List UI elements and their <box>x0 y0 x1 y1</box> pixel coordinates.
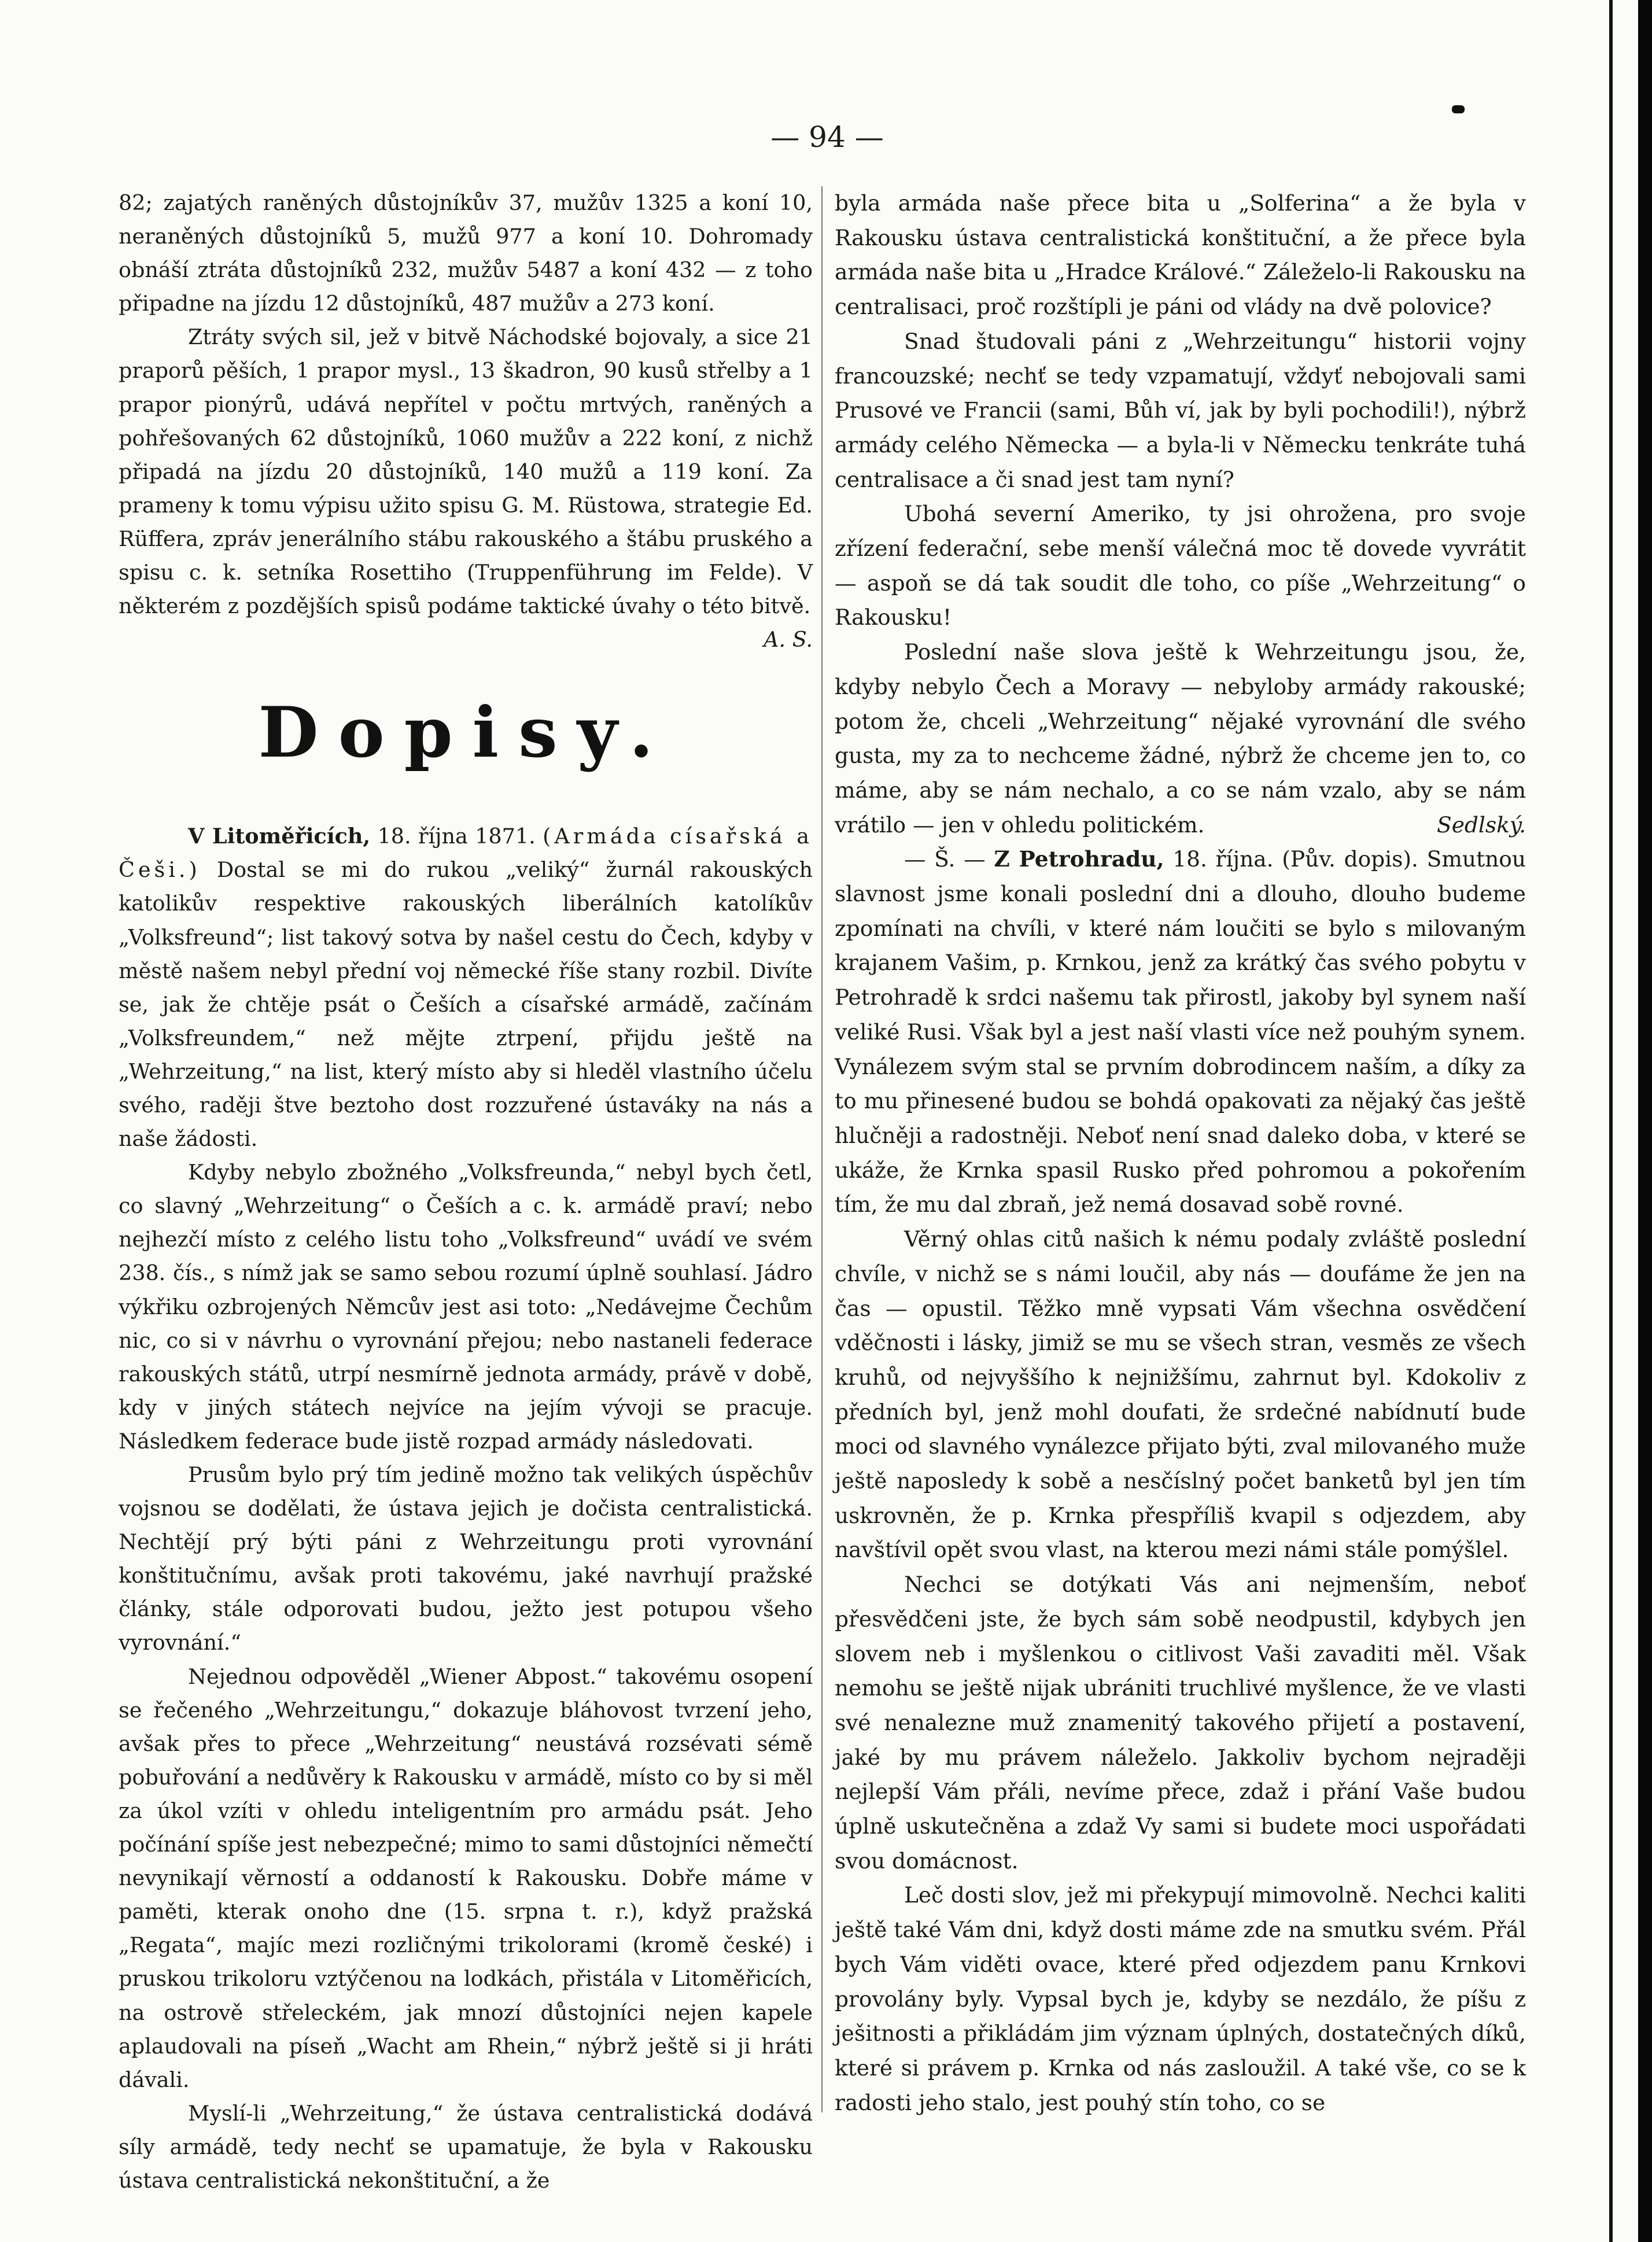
dispatch-paragraph <box>835 842 1526 1222</box>
dispatch-date: 18. října 1871. <box>377 824 536 849</box>
paragraph: Kdyby nebylo zbožného „Volksfreunda,“ nebyl bych četl, co slavný „Wehrzeitung“ o Češích a c. k. armádě praví; nebo nejhezčí místo z celého listu toho „Volksfreund“ uvádí ve svém 238. čís., s nímž jak se samo sebou rozumí úplně souhlasí. Jádro výkřiku ozbrojených Němcův jest asi toto: „Nedávejme Čechům nic, co si v návrhu o vyrovnání přejou; nebo nastaneli federace rakouských států, utrpí nesmírně jednota armády, právě v době, kdy v jiných státech nejvíce na jejím vývoji se pracuje. Následkem federace bude jistě rozpad armády následovati. <box>119 1160 813 1454</box>
page-border-line <box>1609 0 1613 2242</box>
paragraph: 82; zajatých raněných důstojníkův 37, mužův 1325 a koní 10, neraněných důstojníků 5, mužů 977 a koní 10. Dohromady obnáší ztráta důstojníků 232, mužův 5487 a koní 432 — z toho připadne na jízdu 12 důstojníků, 487 mužův a 273 koní. <box>119 190 813 316</box>
section-heading: Dopisy. <box>258 692 673 774</box>
column-divider <box>821 186 823 2112</box>
dispatch-place: V Litoměřicích, <box>188 824 371 849</box>
scan-edge <box>1638 0 1652 2242</box>
paragraph: Prusům bylo prý tím jedině možno tak velikých úspěchův vojsnou se dodělati, že ústava jejich je dočista centralistická. Nechtějí prý býti páni z Wehrzeitungu proti vyrovnání konštitučnímu, avšak proti takovému, jaké navrhují pražské články, stále odporovati budou, ježto jest potupou všeho vyrovnání.“ <box>119 1462 813 1655</box>
signature: A. S. <box>764 627 813 652</box>
paragraph: Nechci se dotýkati Vás ani nejmenším, neboť přesvědčeni jste, že bych sám sobě neodpustil, kdybych jen slovem neb i myšlenkou o citlivost Vaši zavaditi měl. Však nemohu se ještě nijak ubrániti truchlivé myšlence, že ve vlasti své nenalezne muž znamenitý takového přijetí a postavení, jaké by mu právem náleželo. Jakkoliv bychom nejraději nejlepší Vám přáli, nevíme přece, zdaž i přání Vaše budou úplně uskutečněna a zdaž Vy sami si budete moci uspořádati svou domácnost. <box>835 1572 1526 1874</box>
paragraph-text: Poslední naše slova ještě k Wehrzeitungu jsou, že, kdyby nebylo Čech a Moravy — nebyloby armády rakouské; potom že, chceli „Wehrzeitung“ nějaké vyrovnání dle svého gusta, my za to nechceme žádné, nýbrž že chceme jen to, co máme, aby se nám nechalo, a co se nám vzalo, aby se nám vrátilo — jen v ohledu politickém. <box>835 639 1526 838</box>
dispatch-date: 18. října. (Pův. dopis). <box>1172 846 1418 872</box>
dispatch-author: — Š. — <box>904 846 986 872</box>
paragraph-text: Ztráty svých sil, jež v bitvě Náchodské bojovaly, a sice 21 praporů pěších, 1 prapor mysl., 13 škadron, 90 kusů střelby a 1 prapor pionýrů, udává nepřítel v počtu mrtvých, raněných a pohřešovaných 62 důstojníků, 1060 mužův a 222 koní, z nichž připadá na jízdu 20 důstojníků, 140 mužů a 119 koní. Za prameny k tomu výpisu užito spisu G. M. Rüstowa, strategie Ed. Rüffera, zpráv jenerálního stábu rakouského a štábu pruského a spisu c. k. setníka Rosettiho (Truppenführung im Felde). V některém z pozdějších spisů podáme taktické úvahy o této bitvě. <box>119 325 813 619</box>
dispatch-text: Smutnou slavnost jsme konali poslední dni a dlouho, dlouho budeme zpomínati na chvíli, v které nám loučiti se bylo s milovaným krajanem Vašim, p. Krnkou, jenž za krátký čas svého pobytu v Petrohradě k srdci našemu tak přirostl, jakoby byl synem naší veliké Rusi. Však byl a jest naší vlasti více než pouhým synem. Vynálezem svým stal se prvním dobrodincem naším, a díky za to mu přinesené budou se bohdá opakovati za nějaký čas ještě hlučněji a radostněji. Neboť není snad daleko doba, v které se ukáže, že Krnka spasil Rusko před pohromou a pokořením tím, že mu dal zbraň, jež nemá dosavad sobě rovné. <box>835 846 1526 1218</box>
paragraph: Nejednou odpověděl „Wiener Abpost.“ takovému osopení se řečeného „Wehrzeitungu,“ dokazuje bláhovost tvrzení jeho, avšak přes to přece „Wehrzeitung“ neustává rozsévati sémě pobuřování a nedůvěry k Rakousku v armádě, místo co by si měl za úkol vzíti v ohledu inteligentním pro armádu psát. Jeho počínání spíše jest nebezpečné; mimo to sami důstojníci němečtí nevynikají věrností a oddaností k Rakousku. Dobře máme v paměti, kterak onoho dne (15. srpna t. r.), když pražská „Regata“, majíc mezi rozličnými trikolorami (kromě české) i pruskou trikoloru vztýčenou na lodkách, přistála v Litoměřicích, na ostrově střeleckém, jak mnozí důstojníci nejen kapele aplaudovali na píseň „Wacht am Rhein,“ nýbrž ještě si ji hráti dávali. <box>119 1664 813 2092</box>
right-column <box>835 186 1526 2120</box>
paragraph: Myslí-li „Wehrzeitung,“ že ústava centralistická dodává síly armádě, tedy nechť se upamatuje, že byla v Rakousku ústava centralistická nekonštituční, a že <box>119 2100 813 2193</box>
paragraph <box>835 635 1526 842</box>
paragraph: byla armáda naše přece bita u „Solferina“ a že byla v Rakousku ústava centralistická konštituční, a že přece byla armáda naše bita u „Hradce Králové.“ Záleželo-li Rakousku na centralisaci, proč rozštípli je páni od vlády na dvě polovice? <box>835 190 1526 320</box>
paragraph: Ubohá severní Ameriko, ty jsi ohrožena, pro svoje zřízení federační, sebe menší válečná moc tě dovede vyvrátit — aspoň se dá tak soudit dle toho, co píše „Wehrzeitung“ o Rakousku! <box>835 501 1526 630</box>
page-number: — 94 — <box>770 120 884 154</box>
paragraph: Věrný ohlas citů našich k nému podaly zvláště poslední chvíle, v nichž se s námi loučil, aby nás — doufáme že jen na čas — opustil. Těžko mně vypsati Vám všechna osvědčení vděčnosti i lásky, jimiž se mu se všech stran, vesměs ze všech kruhů, od nejvyššího k nejnižšímu, zahrnut byl. Kdokoliv z předních byl, jenž mohl doufati, že srdečné nabídnutí bude moci od slavného vynálezce přijato býti, zval milovaného muže ještě naposledy k sobě a nesčíslný počet banketů byl jen tím uskrovněn, že p. Krnka přespříliš kvapil s odjezdem, aby navštívil opět svou vlast, na kterou mezi námi stále pomýšlel. <box>835 1226 1526 1563</box>
signature: Sedlský. <box>1437 812 1526 838</box>
paragraph: Leč dosti slov, jež mi překypují mimovolně. Nechci kaliti ještě také Vám dni, když dosti máme zde na smutku svém. Přál bych Vám viděti ovace, které před odjezdem panu Krnkovi provolány byly. Vypsal bych je, kdyby se nezdálo, že píšu z ješitnosti a přikládám jim význam úplných, dostatečných díků, které si právem p. Krnka od nás zasloužil. A také vše, co se k radosti jeho stalo, jest pouhý stín toho, co se <box>835 1882 1526 2115</box>
dispatch-place: Z Petrohradu, <box>994 846 1164 872</box>
paragraph: Snad študovali páni z „Wehrzeitungu“ historii vojny francouzské; nechť se tedy vzpamatují, vždyť nebojovali sami Prusové ve Francii (sami, Bůh ví, jak by byli pochodili!), nýbrž armády celého Německa — a byla-li v Německu tenkráte tuhá centralisace a či snad jest tam nyní? <box>835 328 1526 492</box>
dispatch-text: Dostal se mi do rukou „veliký“ žurnál rakouských katolikův respektive rakouských liberálních katolíkův „Volksfreund“; list takový sotva by našel cestu do Čech, kdyby v městě našem nebyl přední voj německé říše stany rozbil. Divíte se, jak že chtěje psát o Češích a císařské armádě, začínám „Volksfreundem,“ než mějte ztrpení, přijdu ještě na „Wehrzeitung,“ na list, který místo aby si hleděl vlastního účelu svého, raději štve beztoho dost rozzuřené ústaváky na nás a naše žádosti. <box>119 857 813 1152</box>
left-column <box>119 186 813 2197</box>
paragraph <box>119 320 813 652</box>
ink-mark <box>1452 105 1465 113</box>
dispatch-paragraph <box>119 820 813 1156</box>
dispatch-title: (Armáda císařská a Češi.) <box>119 824 813 883</box>
